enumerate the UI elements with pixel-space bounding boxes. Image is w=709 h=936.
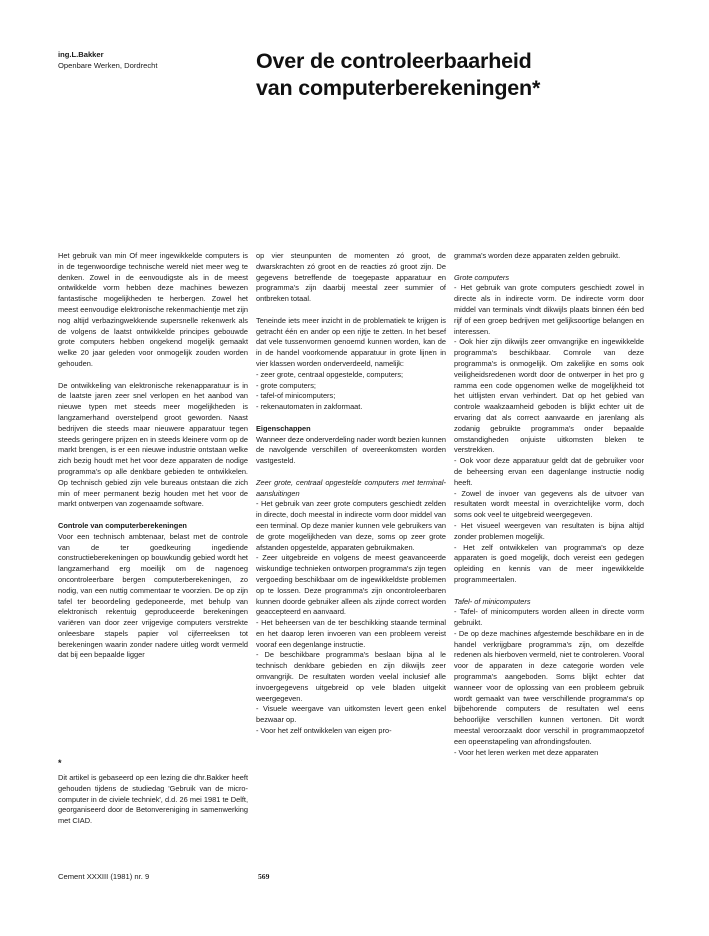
list-item: - Het gebruik van zeer grote computers geschiedt zelden in directe, doch meestal in indirecte vorm door middel van een terminal. Op deze manier kunnen vele gebruikers van de grote mogelijkheden van deze, soms op zeer grote afstanden opgestelde, apparaten gebruikmaken. bbox=[256, 499, 446, 552]
list-item: - tafel-of minicomputers; bbox=[256, 391, 336, 401]
journal-reference: Cement XXXIII (1981) nr. 9 bbox=[58, 872, 150, 881]
footnote-mark: * bbox=[58, 758, 62, 768]
page-number: 569 bbox=[258, 872, 270, 881]
list-item: - zeer grote, centraal opgestelde, computers; bbox=[256, 369, 404, 379]
list-item: - Voor het zelf ontwikkelen van eigen pro- bbox=[256, 726, 392, 736]
column-3 bbox=[454, 251, 644, 769]
item-list bbox=[256, 499, 446, 737]
author-affiliation: Openbare Werken, Dordrecht bbox=[58, 61, 158, 70]
section-heading: Controle van computerberekeningen bbox=[58, 520, 187, 530]
list-item: - Het gebruik van grote computers geschiedt zowel in directe als in indirecte vorm. De indirecte vorm door middel van terminals vindt dikwijls plaats binnen één bed rijf of een groep bedrijven met gelijksoortige belangen en interessen. bbox=[454, 283, 644, 336]
list-item: - Het beheersen van de ter beschikking staande terminal en het daarop leren invoeren van een probleem vereist vooraf een degenlange instructie. bbox=[256, 618, 446, 649]
footnote-text: Dit artikel is gebaseerd op een lezing die dhr.Bakker heeft gehouden tijdens de studiedag 'Gebruik van de micro-computer in de civiele techniek', d.d. 26 mei 1981 te Delft, georganiseerd door de Betonvereniging in samenwerking met CIAD. bbox=[58, 773, 248, 826]
list-item: - Het zelf ontwikkelen van programma's op deze apparaten is goed mogelijk, doch vereist een gedegen opleiding en kennis van de meer ingewikkelde programmeertalen. bbox=[454, 542, 644, 584]
paragraph: Teneinde iets meer inzicht in de problematiek te krijgen is getracht één en ander op een rijtje te zetten. In het besef dat vele tussenvormen genoemd kunnen worden, kan de in de handel voorkomende apparatuur in grote lijnen in vier klassen worden onderverdeeld, namelijk: bbox=[256, 315, 446, 368]
paragraph: Wanneer deze onderverdeling nader wordt bezien kunnen de navolgende verschillen of overeenkomsten worden vastgesteld. bbox=[256, 434, 446, 466]
list-item: - rekenautomaten in zakformaat. bbox=[256, 402, 363, 412]
list-item: - Ook voor deze apparatuur geldt dat de gebruiker voor de beheersing ervan een dagenlange instructie nodig heeft. bbox=[454, 456, 644, 487]
list-item: - grote computers; bbox=[256, 380, 316, 390]
column-2 bbox=[256, 251, 446, 748]
article-title bbox=[256, 48, 686, 102]
item-list bbox=[454, 607, 644, 758]
subsection-heading: Tafel- of minicomputers bbox=[454, 596, 531, 606]
column-1 bbox=[58, 251, 248, 672]
paragraph: De ontwikkeling van elektronische rekenapparatuur is in de laatste jaren zeer snel verlopen en het aanbod van nieuwe typen met steeds meer mogelijkheden is langzamerhand overstelpend groot geworden. Naast bedrijven die steeds maar nieuwere apparatuur tegen steeds geringere prijzen en in steeds kleinere vorm op de markt brengen, is er een nieuwe industrie ontstaan welke zich bezig houdt met het voor deze apparaten de nodige programma's op alle denkbare gebieden te ontwikkelen. Op technisch gebied zijn vele bureaus ontstaan die zich min of meer permanent bezig houden met het voor de markt ontwerpen van zogenaamde software. bbox=[58, 380, 248, 509]
author-block bbox=[58, 49, 238, 71]
class-list bbox=[256, 370, 446, 413]
author-name: ing.L.Bakker bbox=[58, 50, 104, 59]
paragraph: Het gebruik van min Of meer ingewikkelde computers is in de tegenwoordige technische wereld niet meer weg te denken. Zowel in de eenvoudigste als in de meest ontwikkelde vorm hebben deze machines bewezen fantastische mogelijkheden te herbergen. Zowel het meest eenvoudige elektronische rekenmachientje met zijn nog altijd verbazingwekkende supersnelle rekenwerk als de volgens de laatst ontwikkelde principes gebouwde grote computers hebben ongekend mogelijk gemaakt welke 20 jaar geleden voor onmogelijk zouden worden gehouden. bbox=[58, 251, 248, 368]
item-list bbox=[454, 283, 644, 585]
list-item: - Voor het leren werken met deze apparaten bbox=[454, 747, 599, 757]
list-item: - Zeer uitgebreide en volgens de meest geavanceerde wiskundige technieken ontworpen programma's zijn tegen vergoeding beschikbaar om de ingewikkeldste problemen op te lossen. Deze programma's zijn oncontroleerbaren kunnen doorde gebruiker alleen als zijnde correct worden geaccepteerd en aanvaard. bbox=[256, 553, 446, 617]
subsection-heading: Zeer grote, centraal opgestelde computers met terminal-aansluitingen bbox=[256, 477, 446, 498]
list-item: - Tafel- of minicomputers worden alleen in directe vorm gebruikt. bbox=[454, 607, 644, 628]
list-item: - De op deze machines afgestemde beschikbare en in de handel verkrijgbare programma's zijn, om dezelfde redenen als hierboven vermeld, niet te controleren. Vooral voor de apparaten in deze categorie worden vele programma's aangeboden. Soms blijkt echter dat wanneer voor de oplossing van een probleem gebruik wordt gemaakt van twee verschillende programma's op bijbehorende computers de resultaten wel eens behoorlijke verschillen kunnen vertonen. Dit wordt meestal veroorzaakt door verschil in programmaopzetof een opeenstapeling van afrondingsfouten. bbox=[454, 628, 644, 746]
subsection-heading: Grote computers bbox=[454, 272, 510, 282]
list-item: - Visuele weergave van uitkomsten levert geen enkel bezwaar op. bbox=[256, 704, 446, 725]
list-item: - Ook hier zijn dikwijls zeer omvangrijke en ingewikkelde programma's beschikbaar. Comrole van deze programma's is onmogelijk. Om zakelijke en soms ook veiligheidsredenen wordt door de ontwerper in het pro g ramma een code opgenomen welke de mogelijkheid tot het uitlijsten ervan verhindert. Dat op het gebied van controle waakzaamheid geboden is blijkt echter uit de ervaring dat als correct aanvaarde en jarenlang als zodanig gebruikte programma's onder bepaalde omstandigheden onjuiste uitkomsten bleken te verstrekken. bbox=[454, 337, 644, 455]
paragraph: op vier steunpunten de momenten zó groot, de dwarskrachten zó groot en de reacties zó groot zijn. De gegevens betreffende de toegepaste apparatuur en programma's zijn daarbij meestal zeer summier of ontbreken totaal. bbox=[256, 251, 446, 304]
title-line-2: van computerberekeningen* bbox=[256, 76, 541, 100]
section-heading: Eigenschappen bbox=[256, 423, 311, 433]
list-item: - Het visueel weergeven van resultaten is bijna altijd zonder problemen mogelijk. bbox=[454, 520, 644, 541]
title-line-1: Over de controleerbaarheid bbox=[256, 49, 532, 73]
list-item: - Zowel de invoer van gegevens als de uitvoer van resultaten wordt meestal in overzichtelijke vorm, doch soms ook veel te uitgebreid weergegeven. bbox=[454, 488, 644, 520]
paragraph: gramma's worden deze apparaten zelden gebruikt. bbox=[454, 251, 621, 260]
paragraph: Voor een technisch ambtenaar, belast met de controle van de ter goedkeuring ingediende constructieberekeningen op bouwkundig gebied wordt het langzamerhand erg moeilijk om de nagenoeg oncontroleerbare bergen computerberekeningen, zo nodig, van een nuttig commentaar te voorzien. De op zijn tafel ter beoordeling gedeponeerde, met behulp van elektronisch rekentuig geproduceerde berekeningen variëren van door zeer vrijgevige computers verstrekte onleesbare stapels papier vol cijferreeksen tot berekeningen waarin zonder nadere uitleg wordt vermeld dat bij een bepaalde ligger bbox=[58, 531, 248, 660]
list-item: - De beschikbare programma's beslaan bijna al le technisch denkbare gebieden en zijn dikwijls zeer omvangrijk. De resultaten worden veelal inclusief alle invoergegevens uitgebreid op vele bladen uitgekit weergegeven. bbox=[256, 650, 446, 703]
